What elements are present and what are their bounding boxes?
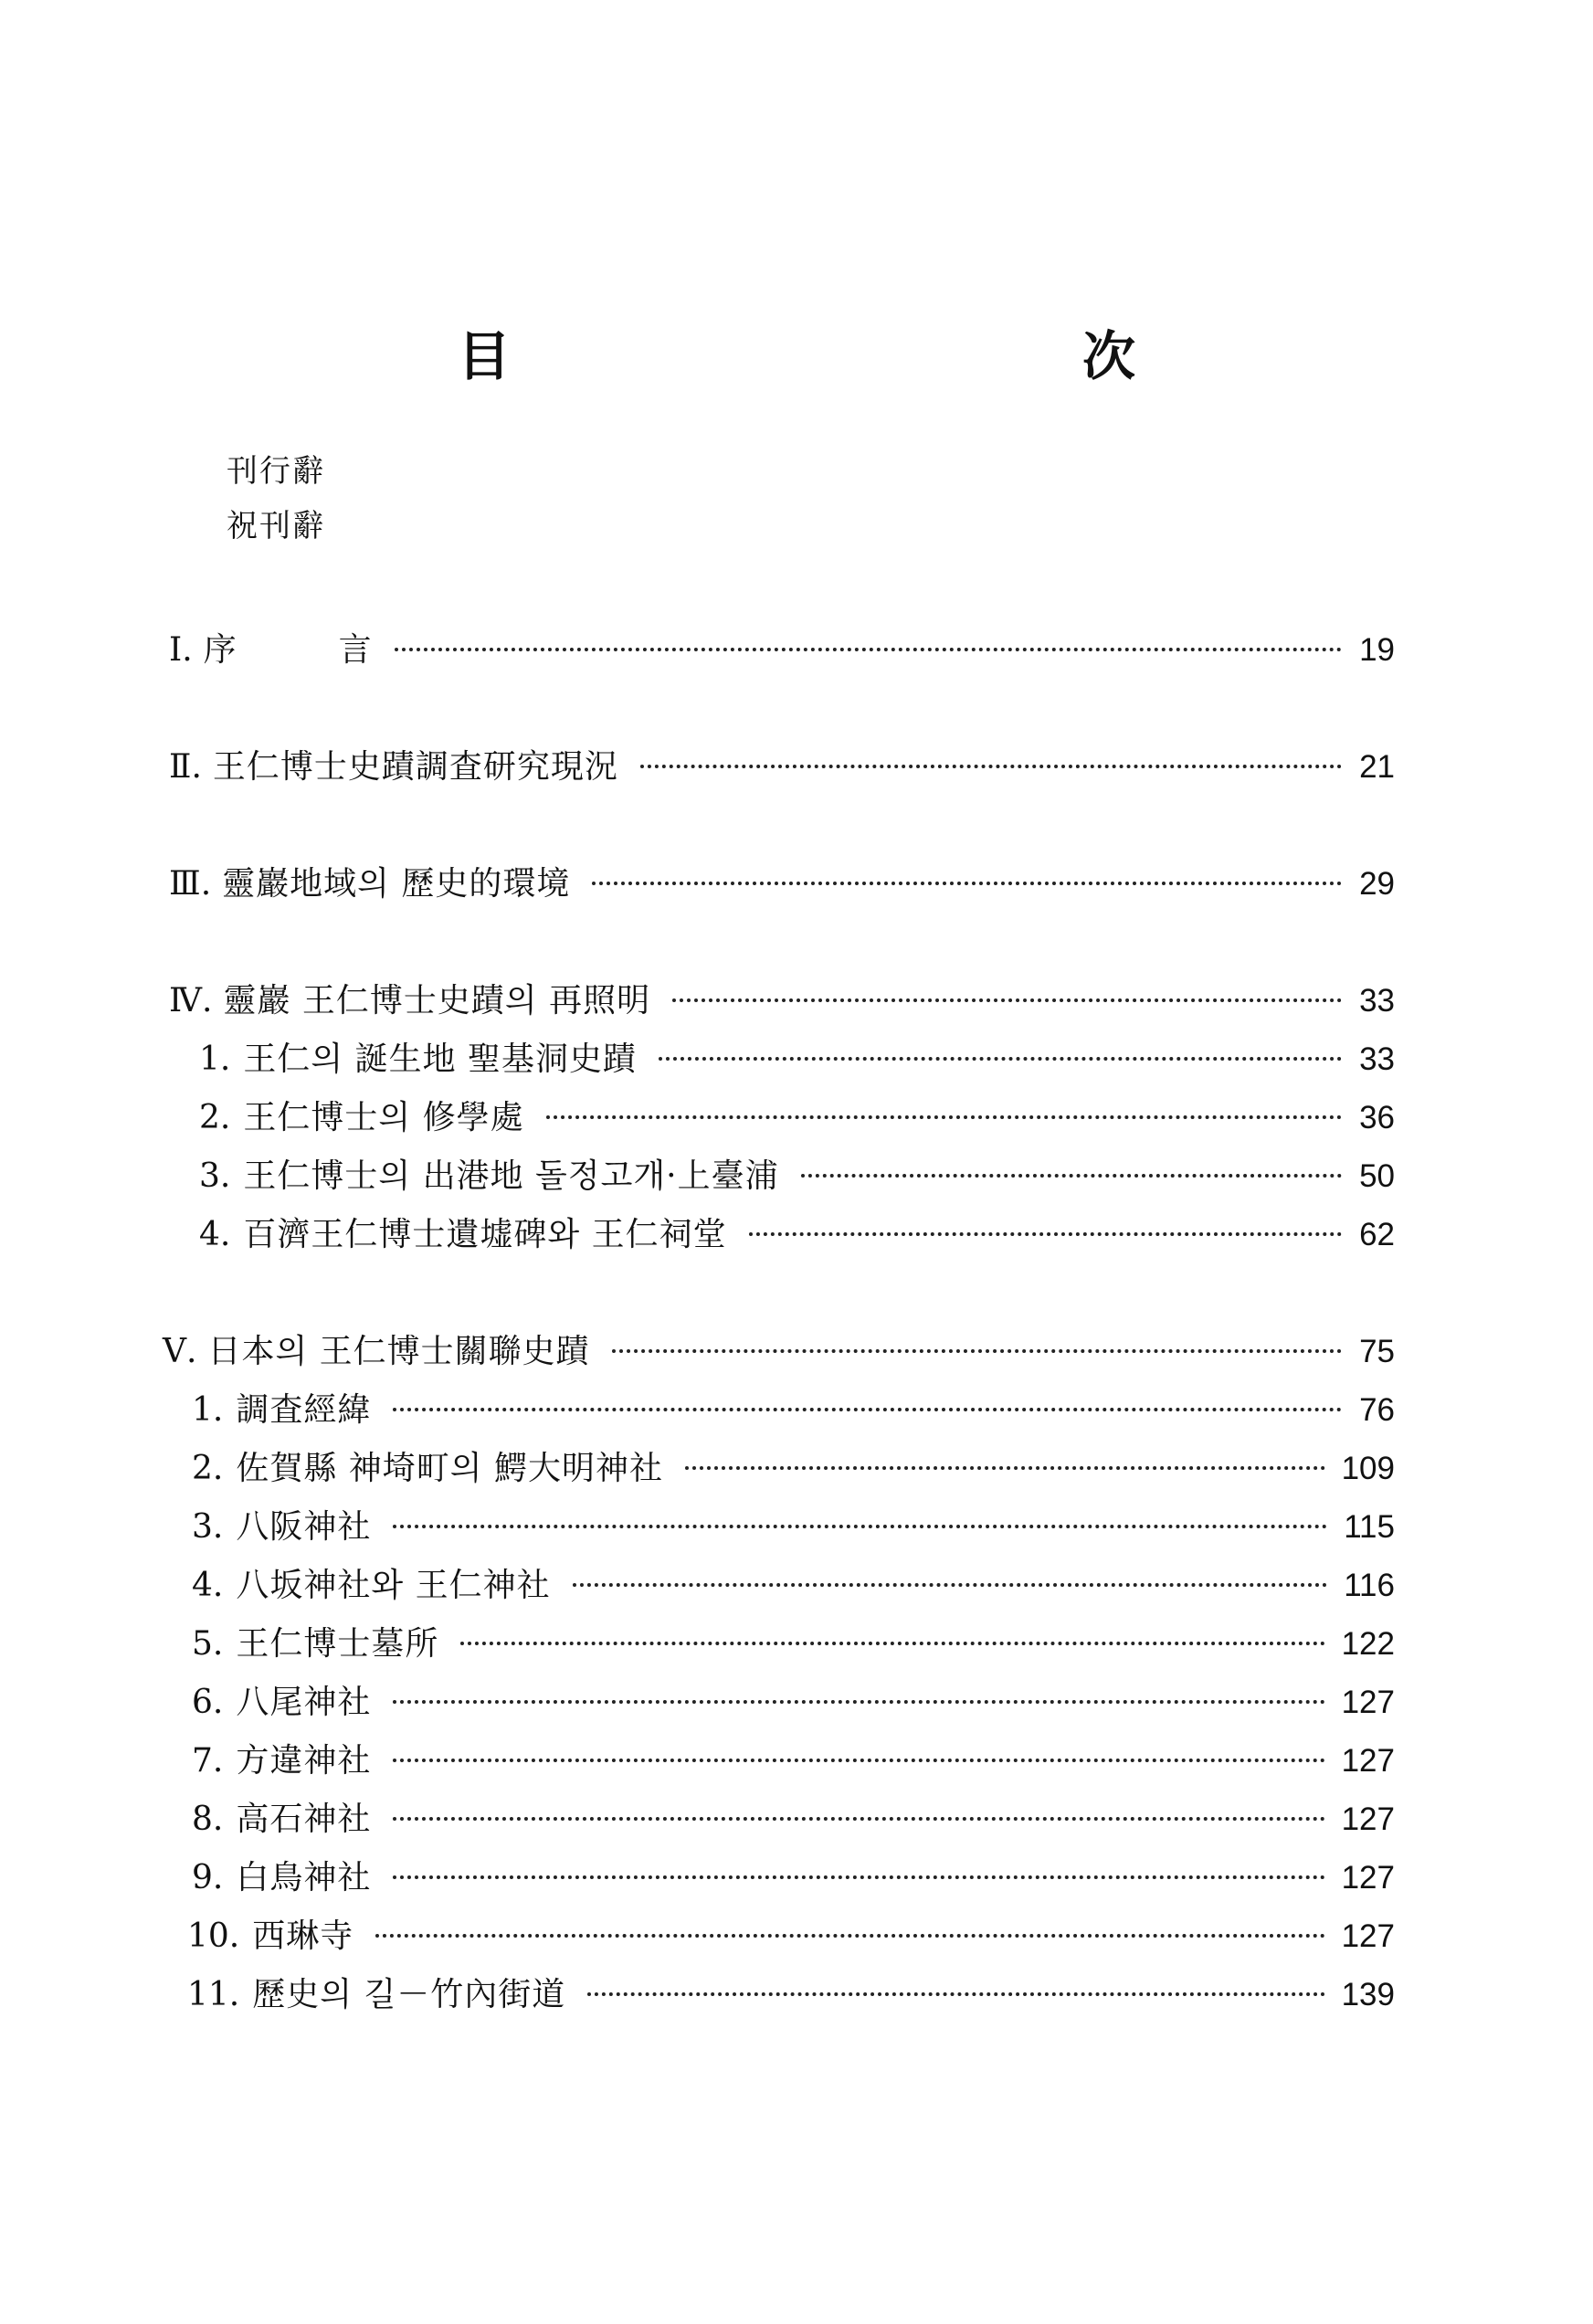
page-number: 127 bbox=[1341, 1918, 1395, 1954]
dot-leader bbox=[395, 648, 1342, 651]
toc-chapter-5[interactable] bbox=[163, 1330, 1395, 1374]
toc-section-5-11[interactable] bbox=[187, 1973, 1395, 2017]
page-number: 75 bbox=[1359, 1334, 1395, 1369]
toc-section-5-6[interactable] bbox=[192, 1681, 1395, 1725]
section-title: 歷史의 길－竹內街道 bbox=[252, 1976, 566, 2013]
dot-leader bbox=[672, 998, 1342, 1002]
toc-section-5-1[interactable] bbox=[192, 1389, 1395, 1432]
page-number: 62 bbox=[1359, 1217, 1395, 1252]
dot-leader bbox=[612, 1349, 1342, 1353]
toc-section-4-4[interactable] bbox=[199, 1213, 1395, 1257]
dot-leader bbox=[685, 1466, 1325, 1470]
page-number: 109 bbox=[1341, 1451, 1395, 1486]
toc-section-5-3[interactable] bbox=[192, 1505, 1395, 1549]
section-title: 王仁의 誕生地 聖基洞史蹟 bbox=[243, 1041, 638, 1078]
chapter-number: Ⅱ. bbox=[169, 748, 202, 786]
page-number: 127 bbox=[1341, 1801, 1395, 1837]
section-title: 八阪神社 bbox=[236, 1508, 372, 1546]
section-number: 8. bbox=[192, 1801, 224, 1838]
chapter-number: Ⅳ. bbox=[169, 982, 213, 1019]
page-number: 19 bbox=[1359, 632, 1395, 668]
section-number: 2. bbox=[192, 1450, 224, 1487]
section-title: 百濟王仁博士遺墟碑와 王仁祠堂 bbox=[243, 1216, 727, 1253]
section-number: 3. bbox=[199, 1157, 231, 1195]
section-title: 方違神社 bbox=[236, 1742, 372, 1780]
dot-leader bbox=[640, 765, 1342, 768]
chapter-number: Ⅲ. bbox=[169, 865, 212, 903]
dot-leader bbox=[659, 1057, 1342, 1061]
section-title: 西琳寺 bbox=[252, 1917, 354, 1955]
toc-section-5-7[interactable] bbox=[192, 1739, 1395, 1783]
toc-section-5-4[interactable] bbox=[192, 1564, 1395, 1608]
section-number: 10. bbox=[187, 1917, 240, 1955]
toc-chapter-1[interactable] bbox=[169, 629, 1395, 672]
section-number: 5. bbox=[192, 1625, 224, 1663]
toc-section-5-5[interactable] bbox=[192, 1622, 1395, 1666]
dot-leader bbox=[375, 1934, 1324, 1938]
page-number: 29 bbox=[1359, 866, 1395, 902]
chapter-title: 日本의 王仁博士關聯史蹟 bbox=[207, 1333, 590, 1370]
page-number: 139 bbox=[1341, 1977, 1395, 2012]
chapter-title: 靈巖 王仁博士史蹟의 再照明 bbox=[223, 982, 651, 1019]
section-number: 11. bbox=[187, 1976, 240, 2013]
chapter-title: 靈巖地域의 歷史的環境 bbox=[222, 865, 571, 903]
page-number: 116 bbox=[1344, 1568, 1395, 1603]
dot-leader bbox=[393, 1525, 1327, 1528]
toc-section-4-1[interactable] bbox=[199, 1038, 1395, 1082]
toc-chapter-4[interactable] bbox=[169, 979, 1395, 1023]
page-number: 127 bbox=[1341, 1743, 1395, 1779]
toc-section-5-10[interactable] bbox=[187, 1915, 1395, 1959]
section-number: 4. bbox=[199, 1216, 231, 1253]
page-number: 127 bbox=[1341, 1685, 1395, 1720]
toc-section-5-2[interactable] bbox=[192, 1447, 1395, 1491]
section-number: 3. bbox=[192, 1508, 224, 1546]
section-number: 1. bbox=[199, 1041, 231, 1078]
dot-leader bbox=[592, 882, 1342, 885]
section-title: 高石神社 bbox=[236, 1801, 372, 1838]
page-number: 122 bbox=[1341, 1626, 1395, 1662]
dot-leader bbox=[393, 1817, 1324, 1821]
dot-leader bbox=[393, 1700, 1324, 1704]
dot-leader bbox=[460, 1642, 1324, 1645]
page-number: 33 bbox=[1359, 983, 1395, 1019]
page-number: 21 bbox=[1359, 749, 1395, 785]
section-number: 4. bbox=[192, 1567, 224, 1604]
section-title: 王仁博士의 出港地 돌정고개·上臺浦 bbox=[243, 1157, 779, 1195]
page-title: 目 次 bbox=[457, 325, 1291, 387]
dot-leader bbox=[749, 1232, 1342, 1236]
dot-leader bbox=[801, 1174, 1342, 1178]
front-matter-publication-preface: 刊行辭 bbox=[227, 453, 325, 490]
section-title: 白鳥神社 bbox=[236, 1859, 372, 1896]
dot-leader bbox=[573, 1583, 1328, 1587]
section-number: 7. bbox=[192, 1742, 224, 1780]
section-number: 2. bbox=[199, 1099, 231, 1136]
toc-section-5-8[interactable] bbox=[192, 1798, 1395, 1842]
section-title: 八坂神社와 王仁神社 bbox=[236, 1567, 551, 1604]
section-title: 調査經緯 bbox=[236, 1391, 372, 1429]
toc-chapter-3[interactable] bbox=[169, 862, 1395, 906]
dot-leader bbox=[393, 1875, 1324, 1879]
page-number: 33 bbox=[1359, 1041, 1395, 1077]
chapter-title: 序 言 bbox=[203, 631, 373, 669]
page-number: 76 bbox=[1359, 1392, 1395, 1428]
front-matter-congratulatory-address: 祝刊辭 bbox=[227, 508, 325, 544]
page-number: 36 bbox=[1359, 1100, 1395, 1136]
section-number: 6. bbox=[192, 1684, 224, 1721]
dot-leader bbox=[393, 1408, 1342, 1411]
chapter-number: Ⅰ. bbox=[169, 631, 193, 669]
toc-chapter-2[interactable] bbox=[169, 745, 1395, 789]
toc-section-4-2[interactable] bbox=[199, 1096, 1395, 1140]
dot-leader bbox=[546, 1115, 1342, 1119]
section-title: 王仁博士墓所 bbox=[236, 1625, 439, 1663]
section-title: 八尾神社 bbox=[236, 1684, 372, 1721]
page-number: 127 bbox=[1341, 1860, 1395, 1896]
dot-leader bbox=[587, 1992, 1324, 1996]
dot-leader bbox=[393, 1759, 1324, 1762]
chapter-number: Ⅴ. bbox=[163, 1333, 197, 1370]
toc-section-5-9[interactable] bbox=[192, 1856, 1395, 1900]
section-number: 9. bbox=[192, 1859, 224, 1896]
section-title: 佐賀縣 神埼町의 鰐大明神社 bbox=[236, 1450, 664, 1487]
page-number: 50 bbox=[1359, 1158, 1395, 1194]
section-title: 王仁博士의 修學處 bbox=[243, 1099, 524, 1136]
toc-section-4-3[interactable] bbox=[199, 1155, 1395, 1199]
chapter-title: 王仁博士史蹟調査研究現況 bbox=[212, 748, 618, 786]
page-number: 115 bbox=[1344, 1509, 1395, 1545]
section-number: 1. bbox=[192, 1391, 224, 1429]
